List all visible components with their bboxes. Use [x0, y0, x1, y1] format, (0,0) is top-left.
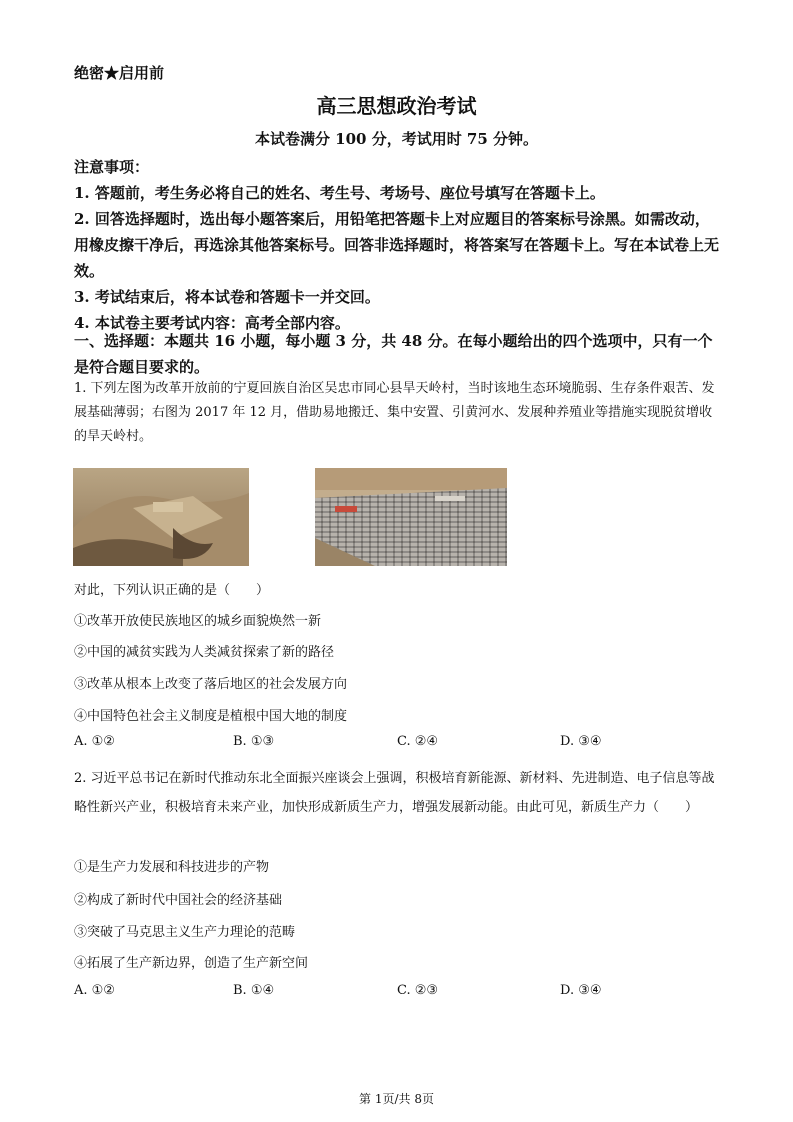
q2-choice-a[interactable]: A. ①②: [74, 983, 115, 998]
q2-option: ④拓展了生产新边界，创造了生产新空间: [74, 956, 309, 971]
q1-choice-c[interactable]: C. ②④: [397, 734, 439, 749]
section-heading: 一、选择题：本题共 16 小题，每小题 3 分，共 48 分。在每小题给出的四个选项中，只有一个是符合题目要求的。: [74, 332, 713, 376]
note-item: 3. 考试结束后，将本试卷和答题卡一并交回。: [74, 288, 380, 306]
q2-option: ①是生产力发展和科技进步的产物: [74, 860, 270, 875]
q1-choice-a[interactable]: A. ①②: [74, 734, 115, 749]
photo-before: [73, 468, 249, 566]
note-item: 1. 答题前，考生务必将自己的姓名、考生号、考场号、座位号填写在答题卡上。: [74, 184, 605, 202]
q1-option: ①改革开放使民族地区的城乡面貌焕然一新: [74, 614, 322, 629]
secret-mark: 绝密★启用前: [74, 64, 165, 82]
note-item: 4. 本试卷主要考试内容：高考全部内容。: [74, 314, 350, 332]
q1-prompt: 对此，下列认识正确的是（ ）: [74, 583, 270, 598]
q1-choice-d[interactable]: D. ③④: [560, 734, 602, 749]
exam-subtitle: 本试卷满分 100 分，考试用时 75 分钟。: [254, 130, 539, 148]
notes-block: [74, 154, 722, 336]
q1-option: ④中国特色社会主义制度是植根中国大地的制度: [74, 709, 348, 724]
q1-option: ③改革从根本上改变了落后地区的社会发展方向: [74, 677, 348, 692]
q1-option: ②中国的减贫实践为人类减贫探索了新的路径: [74, 645, 335, 660]
q2-choice-d[interactable]: D. ③④: [560, 983, 602, 998]
exam-title: 高三思想政治考试: [316, 94, 477, 118]
q1-choice-b[interactable]: B. ①③: [233, 734, 275, 749]
notes-heading: 注意事项：: [74, 158, 150, 176]
q2-choice-b[interactable]: B. ①④: [233, 983, 275, 998]
q2-option: ③突破了马克思主义生产力理论的范畴: [74, 925, 296, 940]
note-item: 2. 回答选择题时，选出每小题答案后，用铅笔把答题卡上对应题目的答案标号涂黑。如需改动，用橡皮擦干净后，再选涂其他答案标号。回答非选择题时，将答案写在答题卡上。写在本试卷上无效。: [74, 210, 720, 280]
q1-stem: 1. 下列左图为改革开放前的宁夏回族自治区吴忠市同心县旱天岭村，当时该地生态环境脆弱、生存条件艰苦、发展基础薄弱；右图为 2017 年 12 月，借助易地搬迁、集中安置、引黄河水、发展种养殖业等措施实现脱贫增收的旱天岭村。: [74, 381, 715, 444]
photo-after: [315, 468, 507, 566]
page-number: 第 1页/共 8页: [359, 1092, 434, 1106]
q2-choice-c[interactable]: C. ②③: [397, 983, 439, 998]
q2-stem: 2. 习近平总书记在新时代推动东北全面振兴座谈会上强调，积极培育新能源、新材料、先进制造、电子信息等战略性新兴产业，积极培育未来产业，加快形成新质生产力，增强发展新动能。由此可见，新质生产力（ ）: [74, 771, 715, 815]
q2-option: ②构成了新时代中国社会的经济基础: [74, 893, 283, 908]
